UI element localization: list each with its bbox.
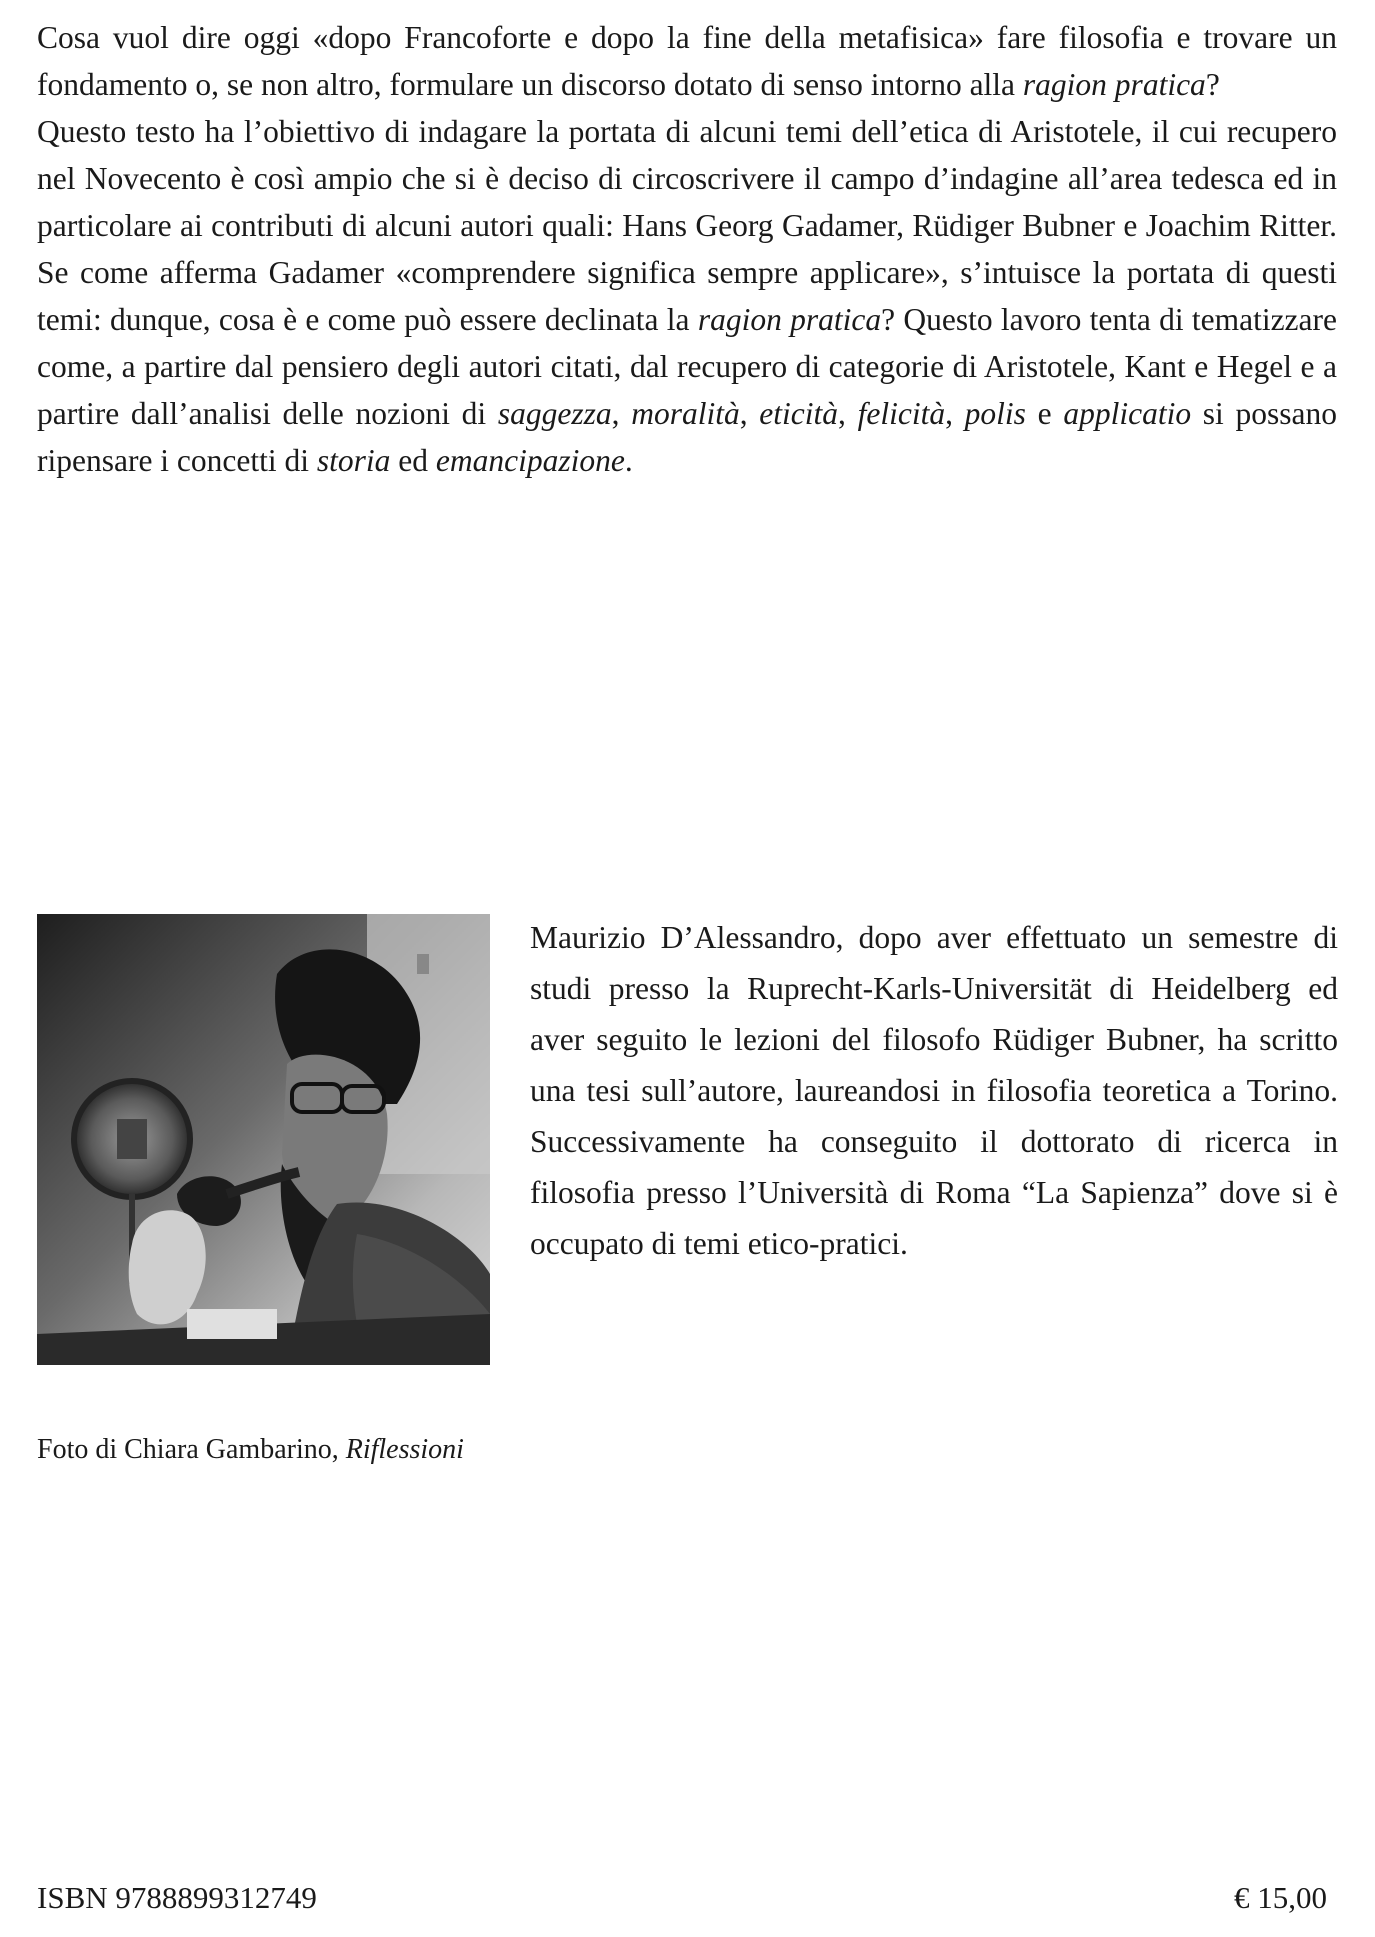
author-photo (37, 914, 490, 1365)
text-run: ? (1205, 67, 1220, 102)
back-cover-blurb (37, 14, 1337, 484)
italic-term: emancipazione (435, 443, 625, 478)
caption-title: Riflessioni (345, 1434, 464, 1465)
italic-term: moralità (631, 396, 740, 431)
text-run: , (838, 396, 858, 431)
text-run: ed (390, 443, 436, 478)
text-run: . (624, 443, 633, 478)
caption-prefix: Foto di Chiara Gambarino, (37, 1434, 346, 1465)
isbn: ISBN 9788899312749 (37, 1880, 317, 1915)
italic-term: eticità (759, 396, 839, 431)
italic-term: felicità (857, 396, 946, 431)
text-run: Cosa vuol dire oggi «dopo Francoforte e dopo la fine della metafisica» fare filosofia e trovare un fondamento o, se non altro, formulare un discorso dotato di senso intorno alla (37, 20, 1337, 102)
text-run: , (739, 396, 760, 431)
text-run: , (945, 396, 965, 431)
blurb-body (37, 108, 1337, 484)
text-run: si possano ripensare i concetti di (37, 396, 1337, 478)
photo-caption (37, 1432, 464, 1468)
italic-term: ragion pratica (697, 302, 882, 337)
price: € 15,00 (1234, 1880, 1327, 1915)
italic-term: saggezza (497, 396, 612, 431)
italic-term: ragion pratica (1022, 67, 1206, 102)
text-run: Questo testo ha l’obiettivo di indagare la portata di alcuni temi dell’etica di Aristotele, il cui recupero nel Novecento è così ampio che si è deciso di circoscrivere il campo d’indagine all’area tedesca ed in particolare ai contributi di alcuni autori quali: Hans Georg Gadamer, Rüdiger Bubner e Joachim Ritter. Se come afferma Gadamer «comprendere significa sempre applicare», s’intuisce la portata di questi temi: dunque, cosa è e come può essere declinata la (37, 114, 1337, 337)
blurb-question (37, 14, 1337, 108)
italic-term: polis (964, 396, 1026, 431)
italic-term: applicatio (1063, 396, 1192, 431)
italic-term: storia (316, 443, 391, 478)
author-bio: Maurizio D’Alessandro, dopo aver effettuato un semestre di studi presso la Ruprecht-Karls-Universität di Heidelberg ed aver seguito le lezioni del filosofo Rüdiger Bubner, ha scritto una tesi sull’autore, laureandosi in filosofia teoretica a Torino. Successivamente ha conseguito il dottorato di ricerca in filosofia presso l’Università di Roma “La Sapienza” dove si è occupato di temi etico-pratici. (530, 920, 1338, 1261)
text-run: e (1025, 396, 1064, 431)
text-run: , (611, 396, 632, 431)
text-run: ? Questo lavoro tenta di tematizzare come, a partire dal pensiero degli autori citati, dal recupero di categorie di Aristotele, Kant e Hegel e a partire dall’analisi delle nozioni di (37, 302, 1337, 431)
author-photo-image (37, 914, 490, 1365)
